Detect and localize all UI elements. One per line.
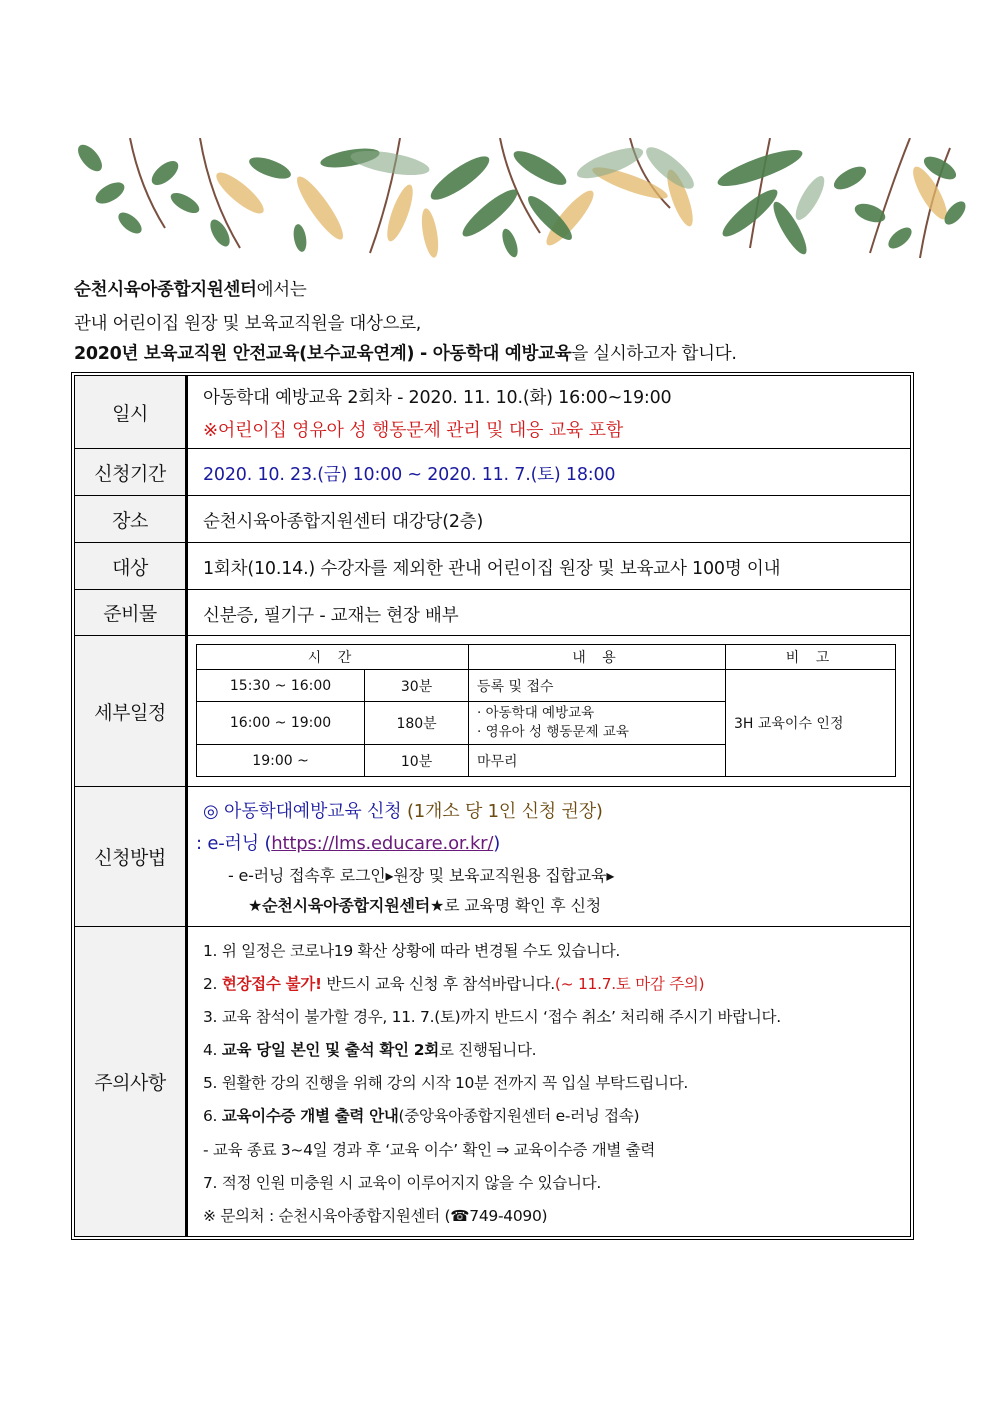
apply-title: ◎ 아동학대예방교육 신청 — [203, 801, 402, 822]
note-5: 5. 원활한 강의 진행을 위해 강의 시작 10분 전까지 꼭 입실 부탁드립니다. — [203, 1074, 689, 1092]
row-label: 준비물 — [75, 590, 188, 635]
info-table — [71, 372, 914, 1240]
apply-elearning-prefix: : e-러닝 ( — [196, 833, 272, 854]
note-2-text: 반드시 교육 신청 후 참석바랍니다. — [321, 975, 555, 993]
apply-steps-line-2 — [248, 893, 601, 916]
row-location — [75, 496, 910, 543]
note-6-bold: 교육이수증 개별 출력 안내 — [221, 1107, 399, 1125]
row-application-period — [75, 449, 910, 496]
intro-line-1 — [74, 276, 306, 301]
apply-center-name: ★순천시육아종합지원센터★ — [248, 896, 445, 915]
table-row — [197, 670, 896, 702]
schedule-content-line-1: · 아동학대 예방교육 — [477, 705, 595, 721]
apply-elearning-line — [196, 829, 500, 855]
datetime-note: ※어린이집 영유아 성 행동문제 관리 및 대응 교육 포함 — [203, 420, 624, 441]
note-2-deadline: (~ 11.7.토 마감 주의) — [554, 975, 705, 993]
intro-line-3-rest: 을 실시하고자 합니다. — [571, 344, 737, 364]
schedule-table — [196, 644, 896, 777]
row-application-method — [75, 787, 910, 927]
location-value: 순천시육아종합지원센터 대강당(2층) — [203, 512, 484, 532]
row-supplies — [75, 590, 910, 636]
row-label: 장소 — [75, 496, 188, 542]
schedule-time: 19:00 ~ — [197, 745, 365, 777]
contact-info: ※ 문의처 : 순천시육아종합지원센터 (☎749-4090) — [203, 1207, 548, 1225]
leaf-banner-image — [70, 138, 966, 263]
schedule-time: 16:00 ~ 19:00 — [197, 702, 365, 745]
header-content: 내 용 — [469, 645, 726, 670]
note-7: 7. 적정 인원 미충원 시 교육이 이루어지지 않을 수 있습니다. — [203, 1174, 601, 1192]
application-period-value: 2020. 10. 23.(금) 10:00 ~ 2020. 11. 7.(토) 18:00 — [203, 465, 616, 485]
note-2-number: 2. — [203, 975, 222, 993]
elearning-link[interactable]: https://lms.educare.or.kr/ — [271, 833, 494, 854]
schedule-header-row — [197, 645, 896, 670]
intro-line-1-rest: 에서는 — [256, 280, 307, 300]
apply-title-note: (1개소 당 1인 신청 권장) — [406, 801, 603, 822]
apply-title-line — [203, 797, 603, 823]
row-datetime — [75, 376, 910, 449]
note-2 — [203, 972, 704, 994]
row-schedule — [75, 636, 910, 787]
row-label: 세부일정 — [75, 636, 188, 786]
apply-steps-line: - e-러닝 접속후 로그인▸원장 및 보육교직원용 집합교육▸ — [228, 866, 615, 885]
schedule-content-line-2: · 영유아 성 행동문제 교육 — [477, 724, 629, 740]
training-title: 2020년 보육교직원 안전교육(보수교육연계) - 아동학대 예방교육 — [74, 344, 572, 364]
schedule-content — [469, 702, 726, 745]
datetime-value: 아동학대 예방교육 2회차 - 2020. 11. 10.(화) 16:00~19:00 — [203, 388, 672, 408]
schedule-content: 마무리 — [469, 745, 726, 777]
schedule-time: 15:30 ~ 16:00 — [197, 670, 365, 702]
schedule-duration: 30분 — [365, 670, 469, 702]
note-4-bold: 교육 당일 본인 및 출석 확인 2회 — [221, 1041, 439, 1059]
note-6-sub: - 교육 종료 3~4일 경과 후 ‘교육 이수’ 확인 ⇒ 교육이수증 개별 출력 — [203, 1141, 656, 1159]
target-value: 1회차(10.14.) 수강자를 제외한 관내 어린이집 원장 및 보육교사 100명 이내 — [203, 559, 781, 579]
row-target — [75, 543, 910, 590]
note-6 — [203, 1104, 639, 1126]
note-1: 1. 위 일정은 코로나19 확산 상황에 따라 변경될 수도 있습니다. — [203, 942, 621, 960]
row-label: 일시 — [75, 376, 188, 448]
schedule-remarks: 3H 교육이수 인정 — [726, 670, 896, 777]
note-6-text: (중앙육아종합지원센터 e-러닝 접속) — [398, 1107, 640, 1125]
header-remarks: 비 고 — [726, 645, 896, 670]
schedule-duration: 10분 — [365, 745, 469, 777]
header-time: 시 간 — [197, 645, 469, 670]
schedule-duration: 180분 — [365, 702, 469, 745]
schedule-content: 등록 및 접수 — [469, 670, 726, 702]
note-2-warning: 현장접수 불가! — [221, 975, 322, 993]
row-label: 주의사항 — [75, 927, 188, 1236]
apply-elearning-suffix: ) — [493, 833, 501, 854]
row-label: 신청기간 — [75, 449, 188, 495]
note-4 — [203, 1038, 536, 1060]
row-notes — [75, 927, 910, 1236]
intro-line-3 — [74, 340, 737, 365]
intro-line-2: 관내 어린이집 원장 및 보육교직원을 대상으로, — [74, 314, 422, 334]
note-6-number: 6. — [203, 1107, 222, 1125]
row-label: 대상 — [75, 543, 188, 589]
note-4-number: 4. — [203, 1041, 222, 1059]
supplies-value: 신분증, 필기구 - 교재는 현장 배부 — [203, 606, 459, 626]
note-4-text: 로 진행됩니다. — [438, 1041, 537, 1059]
note-3: 3. 교육 참석이 불가할 경우, 11. 7.(토)까지 반드시 ‘접수 취소’ 처리해 주시기 바랍니다. — [203, 1008, 781, 1026]
apply-steps-rest: 로 교육명 확인 후 신청 — [444, 896, 601, 915]
center-name: 순천시육아종합지원센터 — [74, 280, 257, 300]
row-label: 신청방법 — [75, 787, 188, 926]
